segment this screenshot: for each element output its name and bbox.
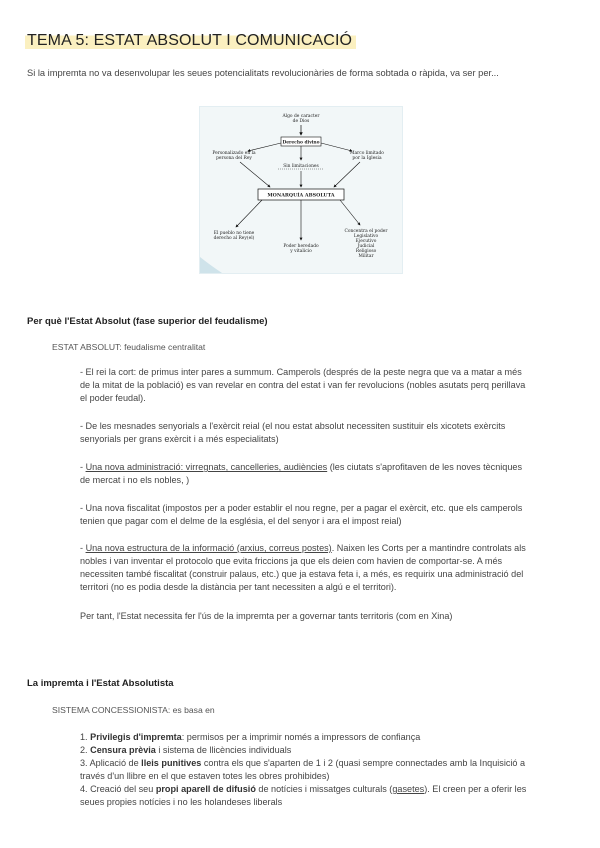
section1-p4 — [80, 502, 570, 528]
diagram-left-top-2: persona del Rey — [216, 156, 252, 161]
diagram-right-bottom-2: Legislativo — [353, 234, 379, 239]
p5-rest: . Naixen les Corts per a mantindre controlats als — [331, 543, 526, 553]
p5-link: Una nova estructura de la informació (arxius, correus postes) — [85, 543, 332, 553]
section1-p2 — [80, 420, 570, 446]
p5-line4: territori (no es podia desde la distància per tant necessiten a algú e el territori). — [80, 582, 397, 592]
section1-p6: Per tant, l'Estat necessita fer l'ús de la impremta per a governar tants territoris (com en Xina) — [80, 611, 453, 621]
p3-dash: - — [80, 462, 86, 472]
section1-p3 — [80, 461, 570, 487]
section1-heading: Per què l'Estat Absolut (fase superior del feudalisme) — [27, 316, 268, 327]
p3-rest: (les ciutats s'aprofitaven de les noves tècniques — [327, 462, 523, 472]
p3-link: Una nova administració: virregnats, cancelleries, audiències — [85, 462, 328, 472]
diagram-top-line1: Algo de caracter — [282, 114, 320, 119]
page-curl-decoration — [200, 257, 222, 273]
diagram-center: MONARQUÍA ABSOLUTA — [267, 192, 335, 199]
section1-p1 — [80, 366, 570, 405]
p4-line2: tenien que pagar com el delme de la església, el del senyor i ara el impost reial) — [80, 516, 402, 526]
p3-line2: de mercat i no els nobles, ) — [80, 475, 190, 485]
diagram-right-bottom-1: Concentra el poder — [344, 229, 388, 234]
diagram-right-bottom-4: Judicial — [357, 244, 375, 249]
diagram-right-bottom-5: Religioso — [355, 249, 377, 254]
p5-line2: nobles i van inventar el protocolo que evita friccions ja que els deien com havien de comportar-se. A més — [80, 556, 503, 566]
page-title: TEMA 5: ESTAT ABSOLUT I COMUNICACIÓ — [25, 32, 356, 50]
section2-heading: La impremta i l'Estat Absolutista — [27, 678, 174, 689]
p2-line1: - De les mesnades senyorials a l'exèrcit reial (el nou estat absolut necessiten sustituir els xicotets exèrcits — [80, 421, 506, 431]
diagram-bottom-2: y vitalicio — [290, 249, 312, 254]
section1-p5 — [80, 542, 570, 594]
diagram-right-top-2: por la Iglesia — [352, 156, 382, 161]
diagram-right-top-1: Marco limitado — [350, 151, 384, 156]
diagram-left-top-1: Personalizado en la — [212, 151, 256, 156]
p5-dash: - — [80, 543, 86, 553]
concession-list — [80, 731, 570, 809]
diagram-top-line2: de Dios — [292, 119, 310, 124]
list-item-3: 3. Aplicació de lleis punitives contra els que s'aparten de 1 i 2 (quasi sempre connectades amb la Inquisició a — [80, 758, 526, 768]
list-item-3-cont: través d'un llibre en el que estaven totes les obres prohibides) — [80, 771, 330, 781]
diagram-right-bottom-3: Ejecutivo — [355, 239, 377, 244]
list-item-1: 1. Privilegis d'impremta: permisos per a imprimir només a impressors de confiança — [80, 732, 421, 742]
section1-sub: ESTAT ABSOLUT: feudalisme centralitat — [52, 342, 206, 352]
list-item-4: 4. Creació del seu propi aparell de difusió de notícies i missatges culturals (gasetes). El creen per a oferir les — [80, 784, 527, 794]
diagram-sin-limitaciones: Sin limitaciones — [283, 164, 319, 169]
p1-line3: el poder feudal). — [80, 393, 146, 403]
list-item-2: 2. Censura prèvia i sistema de llicències individuals — [80, 745, 292, 755]
intro-text: Si la impremta no va desenvolupar les seues potencialitats revolucionàries de forma sobtada o ràpida, va ser per... — [27, 68, 499, 78]
diagram-bottom-1: Poder heredado — [283, 244, 319, 249]
p1-line1: - El rei la cort: de primus inter pares a summum. Camperols (després de la peste negra que va a matar a més — [80, 367, 522, 377]
list-item-4-cont: seues propies notícies i no les holandeses liberals — [80, 797, 283, 807]
p4-line1: - Una nova fiscalitat (impostos per a poder establir el nou regne, per a pagar el exèrcit, etc. que els camperols — [80, 503, 523, 513]
diagram-derecho: Derecho divino — [282, 140, 320, 146]
diagram-right-bottom-6: Militar — [358, 254, 374, 259]
p1-line2: de la mitat de la població) es van revelar en contra del estat i van fer revolucions (nobles asutats perq perillava — [80, 380, 526, 390]
diagram-left-bottom-1: El pueblo no tiene — [213, 231, 255, 236]
diagram-left-bottom-2: derecho al Rey(el) — [213, 236, 255, 241]
absolute-monarchy-diagram — [199, 106, 403, 274]
p2-line2: senyorials per grans exèrcit i a més especialitats) — [80, 434, 279, 444]
section2-sub: SISTEMA CONCESSIONISTA: es basa en — [52, 705, 215, 715]
p5-line3: necessiten també fiscalitat (construir palaus, etc.) que ja estava feta i, a més, es requirix una administració del — [80, 569, 524, 579]
